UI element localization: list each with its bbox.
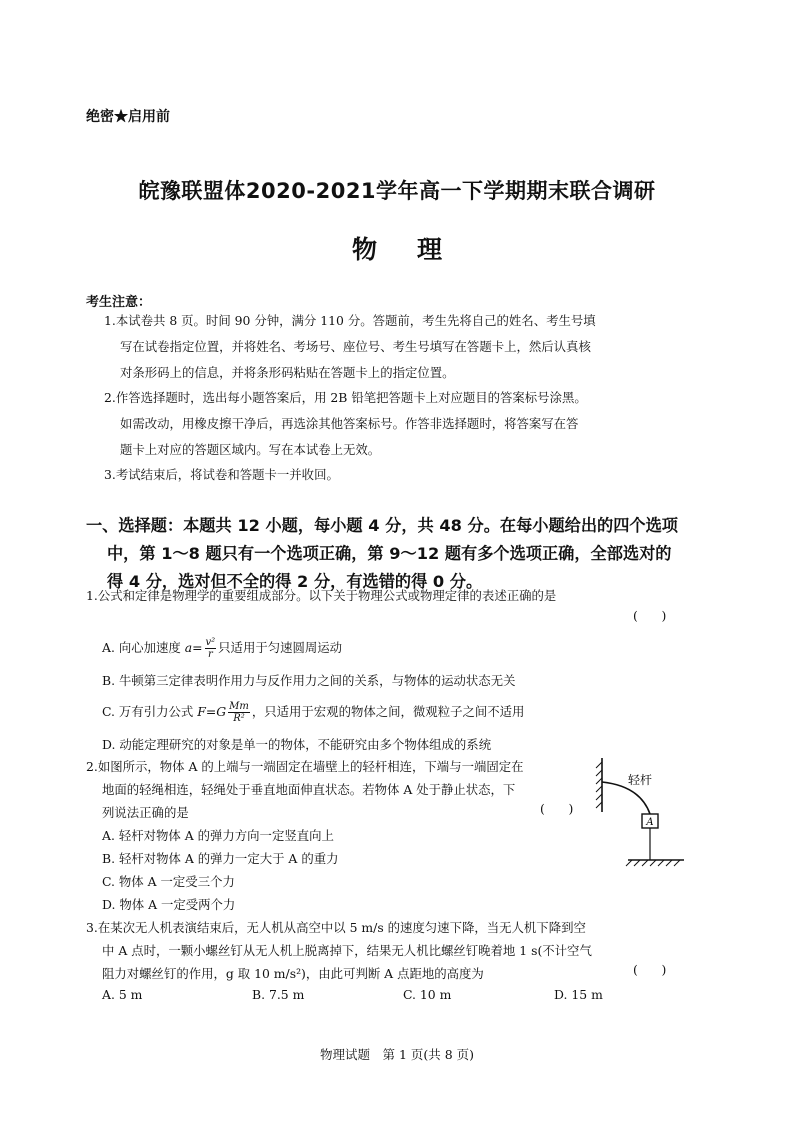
answer-bracket: ( ) — [540, 801, 574, 816]
question-1-option-d: D. 动能定理研究的对象是单一的物体，不能研究由多个物体组成的系统 — [102, 737, 492, 752]
stem-line: 中 A 点时，一颗小螺丝钉从无人机上脱离掉下，结果无人机比螺丝钉晚着地 1 s(不计空气 — [102, 943, 592, 958]
fraction-numerator: Mm — [229, 701, 249, 712]
confidential-label: 绝密★启用前 — [86, 109, 170, 125]
stem-line: 2.如图所示，物体 A 的上端与一端固定在墙壁上的轻杆相连，下端与一端固定在 — [86, 759, 524, 774]
option-text: 只适用于匀速圆周运动 — [218, 640, 343, 655]
notice-line: 题卡上对应的答题区域内。写在本试卷上无效。 — [120, 442, 381, 457]
question-2-option-d: D. 物体 A 一定受两个力 — [102, 897, 236, 912]
fraction — [228, 701, 250, 724]
question-3-option-d: D. 15 m — [554, 987, 603, 1002]
subject-title: 物理 — [351, 235, 482, 264]
stem-line: 3.在某次无人机表演结束后，无人机从高空中以 5 m/s 的速度匀速下降，当无人机下降到空 — [86, 920, 586, 935]
stem-line: 列说法正确的是 — [102, 805, 189, 820]
stem-line: 阻力对螺丝钉的作用，g 取 10 m/s²)，由此可判断 A 点距地的高度为 — [102, 966, 484, 981]
notice-line: 写在试卷指定位置，并将姓名、考场号、座位号、考生号填写在答题卡上，然后认真核 — [120, 339, 591, 354]
formula-eq: = — [205, 704, 217, 719]
wall-icon — [596, 758, 602, 812]
question-2-figure — [590, 750, 700, 880]
stem-line: 地面的轻绳相连，轻绳处于垂直地面伸直状态。若物体 A 处于静止状态，下 — [102, 782, 516, 797]
notice-item-2 — [104, 385, 684, 463]
question-2-stem — [86, 755, 596, 824]
option-text: C. 万有引力公式 — [102, 704, 198, 719]
question-2-option-b: B. 轻杆对物体 A 的弹力一定大于 A 的重力 — [102, 851, 339, 866]
question-1-option-b: B. 牛顿第三定律表明作用力与反作用力之间的关系，与物体的运动状态无关 — [102, 673, 516, 688]
rod-label: 轻杆 — [628, 773, 653, 787]
fraction-denominator: r — [207, 649, 213, 660]
question-1-option-a — [102, 636, 702, 660]
section-line: 中，第 1～8 题只有一个选项正确，第 9～12 题有多个选项正确，全部选对的 — [107, 544, 672, 563]
question-1-stem: 1.公式和定律是物理学的重要组成部分。以下关于物理公式或物理定律的表述正确的是 — [86, 588, 557, 603]
answer-bracket: ( ) — [633, 608, 667, 623]
notice-line: 对条形码上的信息，并将条形码粘贴在答题卡上的指定位置。 — [120, 365, 455, 380]
question-3-stem — [86, 916, 696, 985]
block-label: A — [646, 817, 654, 828]
notice-item-1 — [104, 308, 684, 386]
notice-line: 3.考试结束后，将试卷和答题卡一并收回。 — [104, 467, 339, 482]
section-line: 得 4 分，选对但不全的得 2 分，有选错的得 0 分。 — [107, 572, 483, 591]
section-line: 一、选择题：本题共 12 小题，每小题 4 分，共 48 分。在每小题给出的四个选项 — [86, 516, 678, 535]
fraction-denominator: R² — [233, 713, 245, 724]
question-3-option-a: A. 5 m — [102, 987, 143, 1002]
question-3-option-c: C. 10 m — [403, 987, 452, 1002]
formula-var: F — [197, 704, 206, 719]
formula-var: G — [216, 704, 227, 719]
question-3-option-b: B. 7.5 m — [252, 987, 305, 1002]
fraction-numerator: v² — [205, 637, 216, 648]
fraction — [205, 637, 217, 660]
notice-item-3 — [104, 462, 684, 488]
formula-eq: = — [192, 640, 203, 655]
notice-line: 2.作答选择题时，选出每小题答案后，用 2B 铅笔把答题卡上对应题目的答案标号涂黑。 — [104, 390, 587, 405]
question-2-option-c: C. 物体 A 一定受三个力 — [102, 874, 235, 889]
notice-line: 1.本试卷共 8 页。时间 90 分钟，满分 110 分。答题前，考生先将自己的姓名、考生号填 — [104, 313, 596, 328]
formula-var: a — [184, 640, 193, 655]
question-2-option-a: A. 轻杆对物体 A 的弹力方向一定竖直向上 — [102, 828, 334, 843]
page-footer: 物理试题 第 1 页(共 8 页) — [319, 1047, 475, 1062]
question-1-option-c — [102, 700, 702, 724]
notice-heading: 考生注意： — [86, 295, 152, 310]
notice-line: 如需改动，用橡皮擦干净后，再选涂其他答案标号。作答非选择题时，将答案写在答 — [120, 416, 579, 431]
option-text: ，只适用于宏观的物体之间，微观粒子之间不适用 — [251, 704, 525, 719]
exam-title: 皖豫联盟体2020-2021学年高一下学期期末联合调研 — [138, 179, 656, 203]
ground-icon — [626, 860, 684, 866]
answer-bracket: ( ) — [633, 962, 667, 977]
option-text: A. 向心加速度 — [102, 640, 185, 655]
